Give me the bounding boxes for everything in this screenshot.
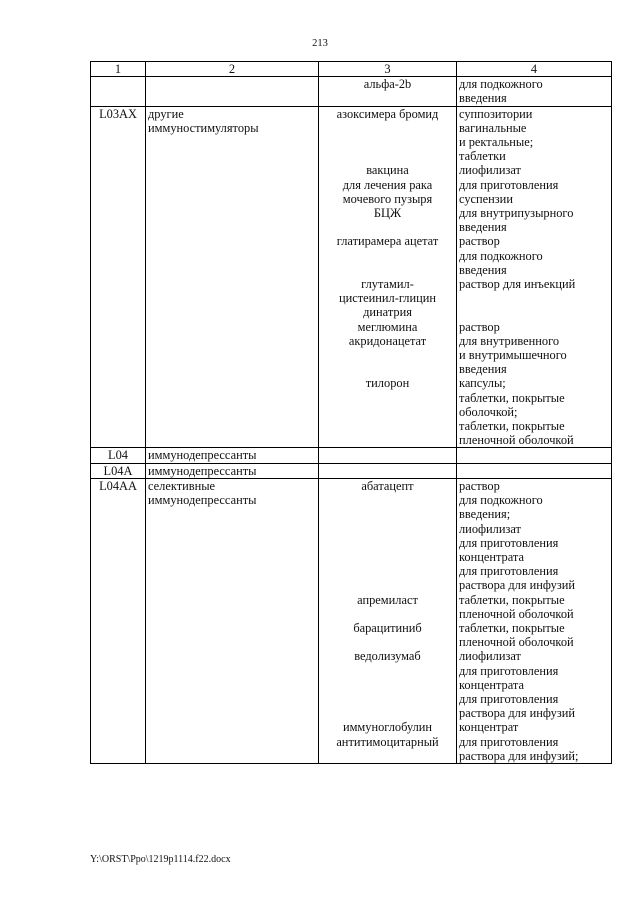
drug-name-cell — [319, 720, 457, 763]
form-line: для подкожного — [459, 248, 543, 263]
form-line: вагинальные — [459, 120, 527, 135]
drug-line: ведолизумаб — [354, 649, 421, 664]
atc-code: L04 — [108, 448, 128, 463]
drug-table — [90, 61, 612, 764]
drug-line: глатирамера ацетат — [336, 234, 439, 249]
form-line: для внутривенного — [459, 333, 560, 348]
atc-code: L04A — [103, 463, 133, 478]
table-row — [91, 593, 612, 621]
form-line: для подкожного — [459, 77, 543, 92]
group-line: иммуностимуляторы — [148, 120, 259, 135]
drug-line: антитимоцитарный — [336, 734, 439, 749]
group-line: иммунодепрессанты — [148, 493, 257, 508]
form-line: введения — [459, 362, 507, 377]
drug-name-cell — [319, 376, 457, 448]
atc-code-cell — [91, 277, 146, 320]
table-row — [91, 478, 612, 592]
table-row — [91, 106, 612, 163]
header-col-1: 1 — [91, 62, 146, 77]
form-line: раствор для инъекций — [459, 277, 576, 292]
form-line: раствора для инфузий — [459, 706, 575, 721]
group-name-cell — [146, 593, 319, 621]
form-line: суспензии — [459, 191, 513, 206]
table-row — [91, 277, 612, 320]
form-line: таблетки, покрытые — [459, 620, 565, 635]
drug-line: для лечения рака — [342, 177, 433, 192]
form-line: пленочной оболочкой — [459, 433, 574, 448]
table-header-row — [91, 62, 612, 77]
table-body — [91, 77, 612, 764]
group-name-cell — [146, 77, 319, 106]
form-line: суппозитории — [459, 106, 533, 121]
form-line: таблетки, покрытые — [459, 419, 565, 434]
group-name-cell — [146, 277, 319, 320]
drug-line: акридонацетат — [348, 333, 427, 348]
form-line: раствор — [459, 319, 500, 334]
form-line: раствора для инфузий; — [459, 748, 579, 763]
drug-name-cell — [319, 277, 457, 320]
dosage-form-cell — [457, 376, 612, 448]
form-line: пленочной оболочкой — [459, 606, 574, 621]
dosage-form-cell — [457, 463, 612, 478]
table-row — [91, 320, 612, 377]
drug-line: тилорон — [365, 376, 410, 391]
header-col-4: 4 — [457, 62, 612, 77]
table-row — [91, 376, 612, 448]
atc-code: L04AA — [99, 478, 137, 493]
table-row — [91, 649, 612, 720]
group-name-cell — [146, 649, 319, 720]
drug-line: азоксимера бромид — [336, 106, 439, 121]
form-line: введения — [459, 262, 507, 277]
drug-line: абатацепт — [361, 478, 414, 493]
group-line: другие — [148, 106, 184, 121]
form-line: и внутримышечного — [459, 348, 567, 363]
form-line: капсулы; — [459, 376, 506, 391]
drug-line: вакцина — [366, 163, 409, 178]
dosage-form-cell — [457, 77, 612, 106]
form-line: для приготовления — [459, 691, 559, 706]
table-row — [91, 448, 612, 463]
group-line: иммунодепрессанты — [148, 463, 257, 478]
drug-line: барацитиниб — [353, 620, 422, 635]
dosage-form-cell — [457, 234, 612, 277]
page-number: 213 — [312, 38, 328, 49]
form-line: для внутрипузырного — [459, 206, 574, 221]
dosage-form-cell — [457, 106, 612, 163]
form-line: таблетки — [459, 149, 506, 164]
group-name-cell — [146, 320, 319, 377]
group-name-cell — [146, 621, 319, 649]
drug-name-cell — [319, 106, 457, 163]
dosage-form-cell — [457, 277, 612, 320]
form-line: для приготовления — [459, 734, 559, 749]
drug-name-cell — [319, 463, 457, 478]
group-name-cell — [146, 448, 319, 463]
drug-line: БЦЖ — [373, 206, 402, 221]
form-line: концентрата — [459, 549, 524, 564]
drug-line: альфа-2b — [363, 77, 412, 92]
group-name-cell — [146, 163, 319, 234]
table-row — [91, 463, 612, 478]
atc-code-cell — [91, 163, 146, 234]
group-line: иммунодепрессанты — [148, 448, 257, 463]
form-line: введения — [459, 91, 507, 106]
drug-line: иммуноглобулин — [342, 720, 433, 735]
form-line: для приготовления — [459, 663, 559, 678]
drug-line: динатрия — [363, 305, 412, 320]
footer-file-path: Y:\ORST\Ppo\1219p1114.f22.docx — [90, 854, 231, 865]
atc-code-cell — [91, 106, 146, 163]
table-row — [91, 720, 612, 763]
form-line: таблетки, покрытые — [459, 592, 565, 607]
dosage-form-cell — [457, 593, 612, 621]
atc-code-cell — [91, 593, 146, 621]
drug-name-cell — [319, 163, 457, 234]
form-line: пленочной оболочкой — [459, 635, 574, 650]
dosage-form-cell — [457, 720, 612, 763]
dosage-form-cell — [457, 478, 612, 592]
header-col-3: 3 — [319, 62, 457, 77]
group-name-cell — [146, 720, 319, 763]
group-name-cell — [146, 478, 319, 592]
group-line: селективные — [148, 478, 216, 493]
atc-code-cell — [91, 320, 146, 377]
atc-code-cell — [91, 720, 146, 763]
table-row — [91, 77, 612, 106]
form-line: для подкожного — [459, 493, 543, 508]
form-line: концентрата — [459, 677, 524, 692]
atc-code: L03AX — [99, 106, 137, 121]
drug-name-cell — [319, 448, 457, 463]
group-name-cell — [146, 106, 319, 163]
form-line: введения — [459, 220, 507, 235]
drug-line: апремиласт — [357, 592, 418, 607]
drug-name-cell — [319, 649, 457, 720]
atc-code-cell — [91, 649, 146, 720]
atc-code-cell — [91, 621, 146, 649]
form-line: для приготовления — [459, 564, 559, 579]
drug-name-cell — [319, 593, 457, 621]
drug-name-cell — [319, 320, 457, 377]
form-line: раствор — [459, 478, 500, 493]
form-line: введения; — [459, 507, 511, 522]
dosage-form-cell — [457, 649, 612, 720]
header-col-2: 2 — [146, 62, 319, 77]
table-row — [91, 234, 612, 277]
form-line: таблетки, покрытые — [459, 390, 565, 405]
drug-line: меглюмина — [357, 319, 418, 334]
drug-name-cell — [319, 621, 457, 649]
form-line: для приготовления — [459, 535, 559, 550]
drug-name-cell — [319, 77, 457, 106]
group-name-cell — [146, 463, 319, 478]
atc-code-cell — [91, 234, 146, 277]
group-name-cell — [146, 234, 319, 277]
drug-line: цистеинил-глицин — [338, 291, 437, 306]
form-line: лиофилизат — [459, 521, 521, 536]
atc-code-cell — [91, 376, 146, 448]
drug-name-cell — [319, 234, 457, 277]
table-row — [91, 621, 612, 649]
dosage-form-cell — [457, 448, 612, 463]
atc-code-cell — [91, 478, 146, 592]
form-line: оболочкой; — [459, 404, 518, 419]
group-name-cell — [146, 376, 319, 448]
form-line: лиофилизат — [459, 163, 521, 178]
drug-line: мочевого пузыря — [342, 191, 433, 206]
form-line: раствор — [459, 234, 500, 249]
form-line: раствора для инфузий — [459, 578, 575, 593]
form-line: и ректальные; — [459, 135, 534, 150]
drug-line: глутамил- — [361, 277, 414, 292]
atc-code-cell — [91, 448, 146, 463]
dosage-form-cell — [457, 621, 612, 649]
table-row — [91, 163, 612, 234]
form-line: концентрат — [459, 720, 519, 735]
form-line: лиофилизат — [459, 649, 521, 664]
dosage-form-cell — [457, 320, 612, 377]
atc-code-cell — [91, 463, 146, 478]
drug-name-cell — [319, 478, 457, 592]
atc-code-cell — [91, 77, 146, 106]
form-line: для приготовления — [459, 177, 559, 192]
dosage-form-cell — [457, 163, 612, 234]
